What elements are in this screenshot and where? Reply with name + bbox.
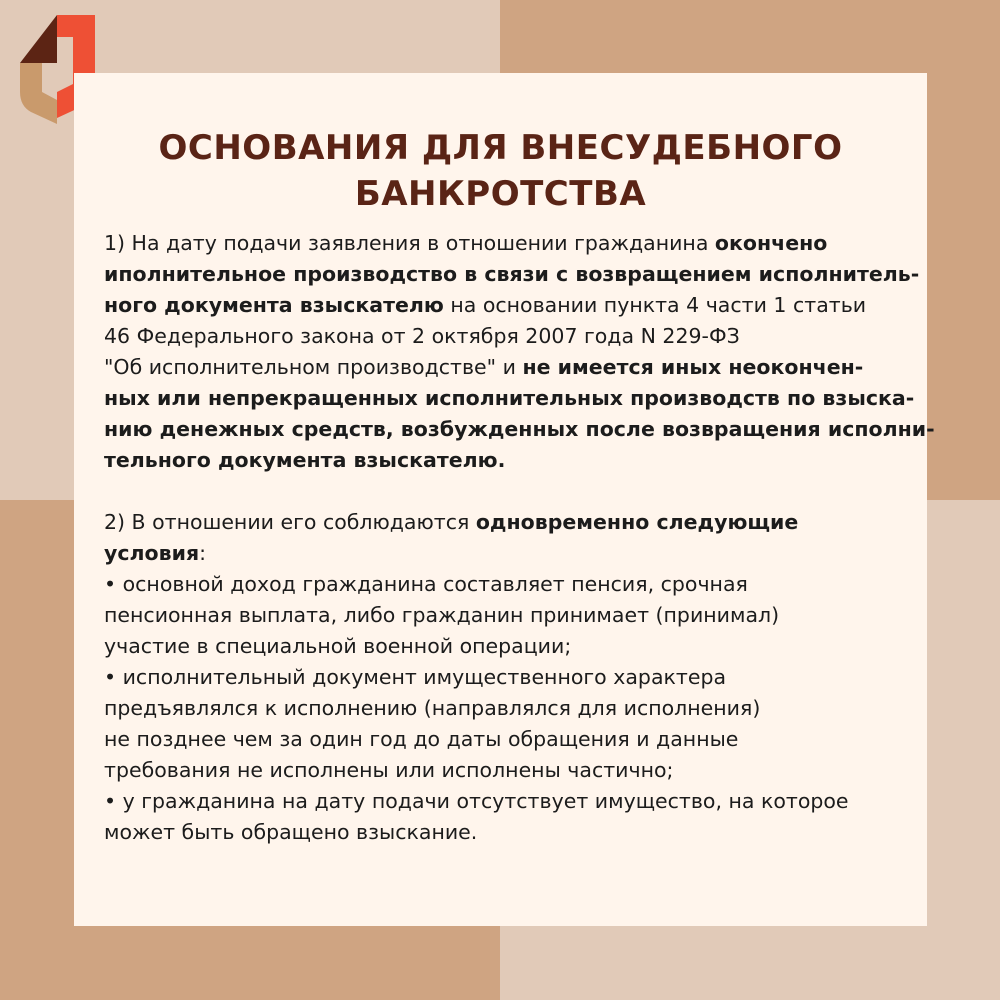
bold-text-segment: не имеется иных неокончен- <box>522 355 864 379</box>
text-line <box>104 538 914 569</box>
section-2-paragraph <box>104 507 914 848</box>
page-title <box>74 125 927 217</box>
title-line-2: БАНКРОТСТВА <box>354 174 647 214</box>
text-line <box>104 352 914 383</box>
text-line <box>104 662 914 693</box>
info-card <box>74 73 935 926</box>
text-segment: может быть обращено взыскание. <box>104 820 478 844</box>
text-line <box>104 507 914 538</box>
text-line <box>104 569 914 600</box>
bold-text-segment: окончено <box>714 231 828 255</box>
text-line <box>104 786 914 817</box>
text-line <box>104 290 914 321</box>
text-line <box>104 724 914 755</box>
text-segment: предъявлялся к исполнению (направлялся для исполнения) <box>104 696 761 720</box>
text-line <box>104 817 914 848</box>
title-line-1: ОСНОВАНИЯ ДЛЯ ВНЕСУДЕБНОГО <box>158 128 843 168</box>
body-text <box>104 228 935 848</box>
bold-text-segment: ных или непрекращенных исполнительных производств по взыска- <box>104 386 915 410</box>
text-segment: 1) На дату подачи заявления в отношении гражданина <box>104 231 715 255</box>
text-segment: требования не исполнены или исполнены частично; <box>104 758 674 782</box>
text-segment: 2) В отношении его соблюдаются <box>104 510 476 534</box>
section-1-paragraph <box>104 228 935 476</box>
text-line <box>104 259 920 290</box>
bold-text-segment: иполнительное производство в связи с возвращением исполнитель- <box>104 262 920 286</box>
text-segment: 46 Федерального закона от 2 октября 2007 года N 229-ФЗ <box>104 324 740 348</box>
text-segment: • исполнительный документ имущественного характера <box>104 665 727 689</box>
text-line <box>104 631 914 662</box>
text-line <box>104 228 914 259</box>
bold-text-segment: ного документа взыскателю <box>104 293 444 317</box>
text-segment: не позднее чем за один год до даты обращения и данные <box>104 727 739 751</box>
text-line <box>104 600 914 631</box>
text-line <box>104 321 914 352</box>
text-segment: на основании пункта 4 части 1 статьи <box>443 293 867 317</box>
text-segment: • у гражданина на дату подачи отсутствует имущество, на которое <box>104 789 849 813</box>
text-segment: "Об исполнительном производстве" и <box>104 355 523 379</box>
text-line <box>104 383 914 414</box>
text-line <box>104 693 914 724</box>
text-line <box>104 445 914 476</box>
bold-text-segment: нию денежных средств, возбужденных после возвращения исполни- <box>104 417 935 441</box>
text-segment: пенсионная выплата, либо гражданин принимает (принимал) <box>104 603 780 627</box>
text-segment: : <box>199 541 207 565</box>
bold-text-segment: условия <box>104 541 200 565</box>
paragraph-gap <box>104 476 914 507</box>
text-segment: • основной доход гражданина составляет пенсия, срочная <box>104 572 748 596</box>
text-line <box>104 414 935 445</box>
bold-text-segment: тельного документа взыскателю. <box>104 448 506 472</box>
text-line <box>104 755 914 786</box>
text-segment: участие в специальной военной операции; <box>104 634 572 658</box>
bold-text-segment: одновременно следующие <box>475 510 799 534</box>
